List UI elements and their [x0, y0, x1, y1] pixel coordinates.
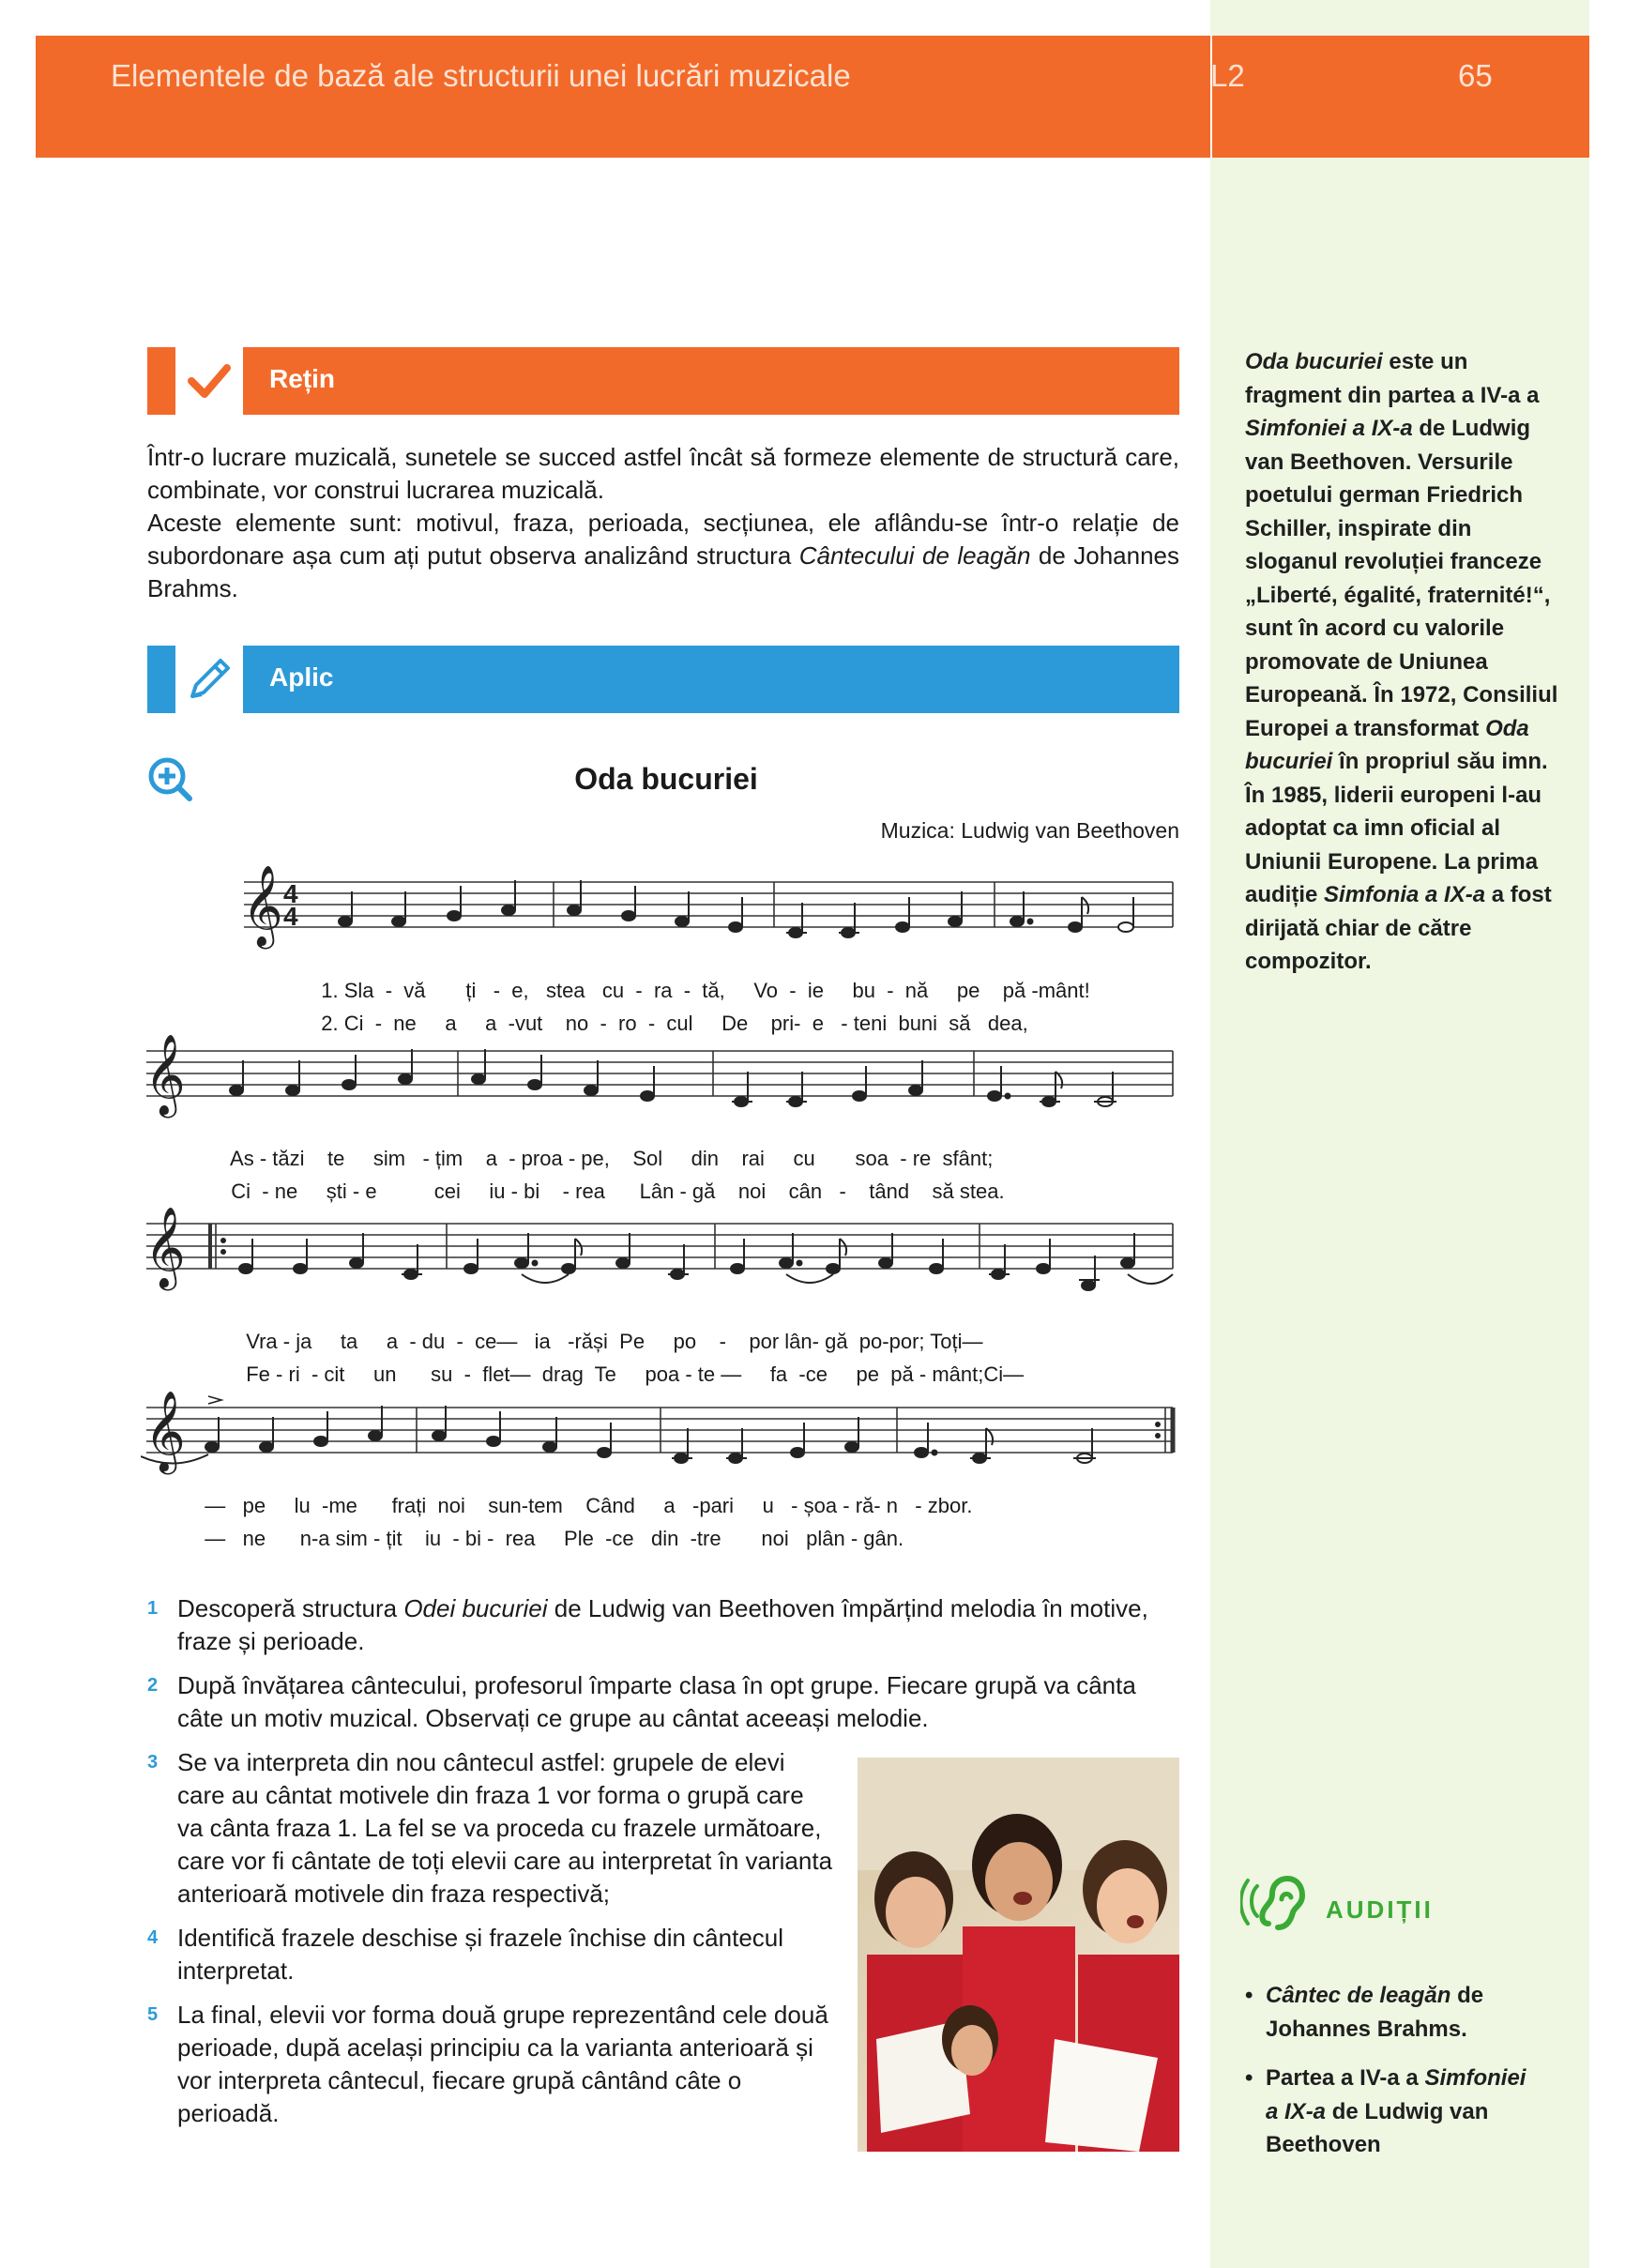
svg-text:𝄞: 𝄞: [144, 1207, 186, 1287]
music-staff-1: [141, 863, 1182, 957]
svg-text:𝄞: 𝄞: [144, 1391, 186, 1471]
header-divider: [1210, 36, 1212, 158]
retin-paragraph-1: Într-o lucrare muzicală, sunetele se succed astfel încât să formeze elemente de structură care, combinate, vor construi lucrarea muzicală.: [147, 443, 1179, 504]
ear-sound-icon: [1240, 1865, 1315, 1941]
task-number: 4: [147, 1927, 159, 1948]
choir-photo: [858, 1758, 1179, 2152]
task-text: Identifică frazele deschise și frazele închise din cântecul interpretat.: [177, 1924, 784, 1985]
task-text: După învățarea cântecului, profesorul împarte clasa în opt grupe. Fiecare grupă va cânta câte un motiv muzical. Observați ce grupe au cântat aceeași melodie.: [177, 1671, 1136, 1732]
pencil-icon: [175, 646, 243, 713]
notes-staff-4: [141, 1406, 1096, 1464]
song-title: Oda bucuriei: [574, 762, 758, 796]
lyrics-staff-2-verse-1: As - tăzi te sim - țim a - proa - pe, Sol din rai cu soa - re sfânt;: [230, 1147, 994, 1170]
task-number: 1: [147, 1598, 159, 1619]
sidebar-note: Oda bucuriei este un fragment din partea a IV-a a Simfoniei a IX-a de Ludwig van Beethoven. Versurile poetului german Friedrich Schiller, inspirate din sloganul revoluției franceze „Liberté, égalité, fraternité!“, sunt în acord cu valorile promovate de Uniunea Europeană. În 1972, Consiliul Europei a transformat Oda bucuriei în propriul său imn. În 1985, liderii europeni l-au adoptat ca imn oficial al Uniunii Europene. La prima audiție Simfonia a IX-a a fost dirijată chiar de către compozitor.: [1245, 349, 1558, 974]
music-staff-2: [141, 1032, 1182, 1126]
music-staff-3: [141, 1205, 1182, 1299]
task-text: Descoperă structura Odei bucuriei de Ludwig van Beethoven împărțind melodia în motive, fraze și perioade.: [177, 1594, 1148, 1655]
page-number: 65: [1458, 58, 1493, 93]
lyrics-staff-2-verse-2: Ci - ne ști - e cei iu - bi - rea Lân - gă noi cân - tând să stea.: [231, 1180, 1005, 1203]
notes-staff-3: [239, 1233, 1173, 1290]
aplic-label: Aplic: [269, 662, 334, 692]
zoom-in-icon[interactable]: [146, 755, 193, 802]
lyrics-staff-1-verse-1: 1. Sla - vă ți - e, stea cu - ra - tă, Vo - ie bu - nă pe pă -mânt!: [321, 979, 1090, 1002]
task-number: 3: [147, 1752, 159, 1773]
retin-label: Rețin: [269, 364, 335, 393]
svg-text:𝄞: 𝄞: [242, 865, 283, 946]
header-title: Elementele de bază ale structurii unei lucrări muzicale: [111, 58, 851, 93]
aplic-band: [147, 646, 1179, 713]
music-staff-4: [141, 1389, 1182, 1483]
lyrics-staff-3-verse-2: Fe - ri - cit un su - flet— drag Te poa - te — fa -ce pe pă - mânt;Ci—: [246, 1362, 1025, 1386]
lyrics-staff-4-verse-1: — pe lu -me frați noi sun-tem Când a -pari u - șoa - ră- n - zbor.: [205, 1494, 973, 1517]
notes-staff-2: [230, 1049, 1116, 1106]
header-lesson: L2: [1210, 58, 1245, 93]
time-signature-top: 4: [283, 879, 298, 908]
task-number: 2: [147, 1675, 159, 1696]
lyrics-staff-4-verse-2: — ne n-a sim - țit iu - bi - rea Ple -ce din -tre noi plân - gân.: [205, 1527, 904, 1550]
task-number: 5: [147, 2004, 159, 2025]
auditii-heading: AUDIȚII: [1326, 1895, 1434, 1924]
retin-band: [147, 347, 1179, 415]
retin-paragraph-2: Aceste elemente sunt: motivul, fraza, perioada, secțiunea, ele aflându-se într-o relație de subordonare așa cum ați putut observa analizând structura Cântecului de leagăn de Johannes Brahms.: [147, 509, 1179, 602]
task-text: La final, elevii vor forma două grupe reprezentând cele două perioade, după același principiu ca la varianta anterioară și vor interpreta cântecul, fiecare grupă cântând câte o perioadă.: [177, 2001, 828, 2127]
page-header: [36, 36, 1589, 158]
lyrics-staff-1-verse-2: 2. Ci - ne a a -vut no - ro - cul De pri- e - teni buni să dea,: [321, 1012, 1028, 1035]
lyrics-staff-3-verse-1: Vra - ja ta a - du - ce— ia -răși Pe po - por lân- gă po-por; Toți—: [246, 1330, 983, 1353]
song-composer: Muzica: Ludwig van Beethoven: [880, 818, 1179, 843]
notes-staff-1: [339, 880, 1133, 937]
task-text: Se va interpreta din nou cântecul astfel: grupele de elevi care au cântat motivele din fraza 1 vor forma o grupă care va cânta fraza 1. La fel se va proceda cu frazele următoare, care vor fi cântate de toți elevii care au interpretat în varianta anterioară motivele din fraza respectivă;: [177, 1748, 833, 1908]
svg-text:𝄞: 𝄞: [144, 1034, 186, 1115]
time-signature-bottom: 4: [283, 902, 298, 931]
check-icon: [175, 347, 243, 415]
